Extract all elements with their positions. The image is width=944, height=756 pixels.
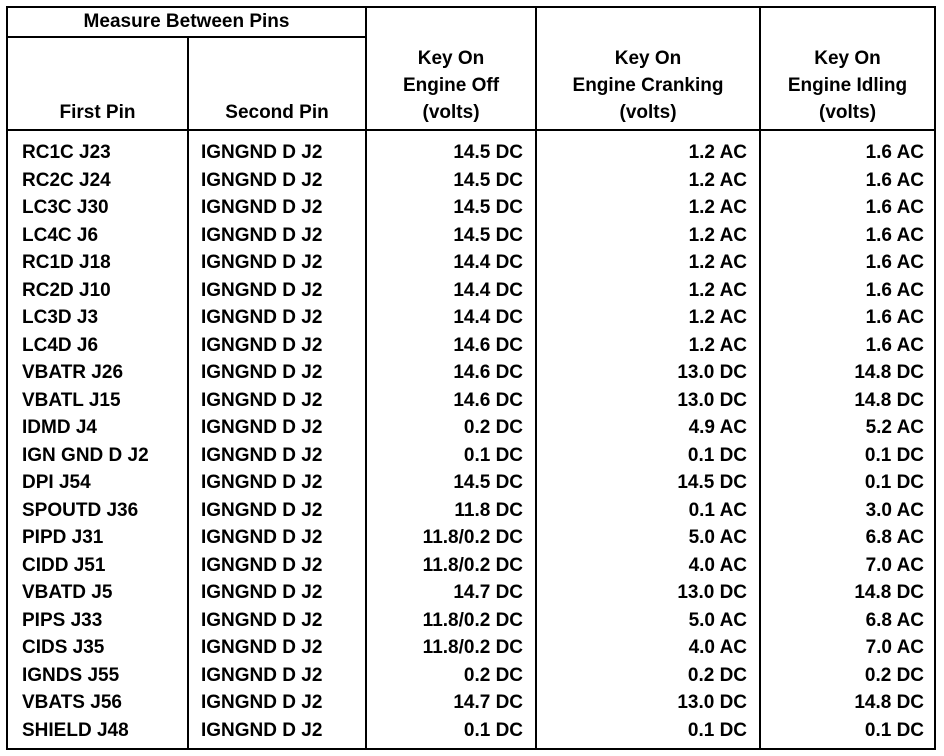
table-row (7, 167, 935, 195)
engine-cranking-header-line-2: Engine Cranking (572, 75, 724, 96)
engine-off-value: 14.5 DC (366, 167, 536, 195)
engine-cranking-value: 1.2 AC (536, 249, 760, 277)
second-pin-cell: IGNGND D J2 (188, 689, 366, 717)
engine-cranking-value: 0.1 DC (536, 717, 760, 750)
measure-between-pins-header: Measure Between Pins (7, 7, 366, 37)
engine-idling-value: 14.8 DC (760, 579, 935, 607)
engine-cranking-value: 4.0 AC (536, 634, 760, 662)
engine-idling-value: 7.0 AC (760, 552, 935, 580)
engine-idling-value: 1.6 AC (760, 130, 935, 167)
engine-idling-header-line-3: (volts) (819, 102, 877, 123)
second-pin-cell: IGNGND D J2 (188, 497, 366, 525)
first-pin-cell: SPOUTD J36 (7, 497, 188, 525)
engine-idling-value: 6.8 AC (760, 524, 935, 552)
first-pin-cell: RC1D J18 (7, 249, 188, 277)
engine-off-value: 11.8 DC (366, 497, 536, 525)
engine-off-value: 11.8/0.2 DC (366, 552, 536, 580)
first-pin-cell: LC3C J30 (7, 194, 188, 222)
engine-cranking-value: 0.2 DC (536, 662, 760, 690)
table-row (7, 387, 935, 415)
table-row (7, 717, 935, 750)
engine-idling-value: 1.6 AC (760, 167, 935, 195)
second-pin-header: Second Pin (188, 37, 366, 130)
table-row (7, 524, 935, 552)
second-pin-cell: IGNGND D J2 (188, 579, 366, 607)
engine-cranking-value: 13.0 DC (536, 359, 760, 387)
second-pin-cell: IGNGND D J2 (188, 607, 366, 635)
first-pin-cell: VBATR J26 (7, 359, 188, 387)
engine-idling-value: 0.1 DC (760, 469, 935, 497)
engine-cranking-value: 4.0 AC (536, 552, 760, 580)
engine-idling-value: 0.1 DC (760, 442, 935, 470)
engine-cranking-value: 14.5 DC (536, 469, 760, 497)
engine-idling-header (760, 7, 935, 130)
engine-off-value: 14.4 DC (366, 277, 536, 305)
engine-off-value: 14.5 DC (366, 469, 536, 497)
first-pin-cell: RC2C J24 (7, 167, 188, 195)
engine-cranking-value: 4.9 AC (536, 414, 760, 442)
header-row-group (7, 7, 935, 37)
engine-off-header-line-3: (volts) (422, 102, 480, 123)
engine-idling-value: 7.0 AC (760, 634, 935, 662)
second-pin-cell: IGNGND D J2 (188, 414, 366, 442)
engine-cranking-value: 0.1 DC (536, 442, 760, 470)
table-row (7, 634, 935, 662)
engine-idling-value: 1.6 AC (760, 194, 935, 222)
table-row (7, 222, 935, 250)
first-pin-cell: RC2D J10 (7, 277, 188, 305)
table-row (7, 552, 935, 580)
engine-off-value: 11.8/0.2 DC (366, 607, 536, 635)
engine-off-value: 0.2 DC (366, 662, 536, 690)
table-row (7, 414, 935, 442)
first-pin-cell: SHIELD J48 (7, 717, 188, 750)
engine-cranking-value: 0.1 AC (536, 497, 760, 525)
first-pin-cell: PIPS J33 (7, 607, 188, 635)
engine-cranking-value: 1.2 AC (536, 130, 760, 167)
engine-cranking-value: 13.0 DC (536, 579, 760, 607)
engine-off-value: 14.4 DC (366, 249, 536, 277)
second-pin-cell: IGNGND D J2 (188, 524, 366, 552)
first-pin-header: First Pin (7, 37, 188, 130)
table-row (7, 332, 935, 360)
engine-off-value: 14.7 DC (366, 689, 536, 717)
second-pin-cell: IGNGND D J2 (188, 332, 366, 360)
second-pin-cell: IGNGND D J2 (188, 194, 366, 222)
second-pin-cell: IGNGND D J2 (188, 277, 366, 305)
engine-cranking-value: 1.2 AC (536, 222, 760, 250)
table-row (7, 469, 935, 497)
first-pin-cell: VBATL J15 (7, 387, 188, 415)
engine-cranking-value: 1.2 AC (536, 194, 760, 222)
engine-off-header-line-2: Engine Off (402, 75, 500, 96)
engine-idling-header-line-2: Engine Idling (787, 75, 908, 96)
table-row (7, 304, 935, 332)
first-pin-cell: DPI J54 (7, 469, 188, 497)
second-pin-cell: IGNGND D J2 (188, 717, 366, 750)
table-row (7, 194, 935, 222)
engine-off-header (366, 7, 536, 130)
second-pin-cell: IGNGND D J2 (188, 662, 366, 690)
first-pin-cell: LC4C J6 (7, 222, 188, 250)
engine-idling-value: 1.6 AC (760, 332, 935, 360)
table-row (7, 662, 935, 690)
second-pin-cell: IGNGND D J2 (188, 249, 366, 277)
second-pin-cell: IGNGND D J2 (188, 469, 366, 497)
second-pin-cell: IGNGND D J2 (188, 359, 366, 387)
engine-cranking-value: 5.0 AC (536, 607, 760, 635)
engine-idling-value: 1.6 AC (760, 249, 935, 277)
engine-off-value: 14.7 DC (366, 579, 536, 607)
engine-idling-value: 0.1 DC (760, 717, 935, 750)
first-pin-cell: LC4D J6 (7, 332, 188, 360)
engine-idling-value: 0.2 DC (760, 662, 935, 690)
engine-idling-value: 5.2 AC (760, 414, 935, 442)
table-row (7, 359, 935, 387)
engine-idling-value: 14.8 DC (760, 689, 935, 717)
table-row (7, 689, 935, 717)
second-pin-cell: IGNGND D J2 (188, 552, 366, 580)
engine-cranking-header-line-1: Key On (614, 48, 682, 69)
table-row (7, 607, 935, 635)
engine-idling-value: 1.6 AC (760, 222, 935, 250)
second-pin-cell: IGNGND D J2 (188, 222, 366, 250)
first-pin-cell: VBATD J5 (7, 579, 188, 607)
engine-idling-value: 6.8 AC (760, 607, 935, 635)
engine-off-value: 14.5 DC (366, 194, 536, 222)
pin-voltage-table (6, 6, 936, 750)
engine-off-value: 14.4 DC (366, 304, 536, 332)
engine-off-value: 14.6 DC (366, 359, 536, 387)
table-row (7, 130, 935, 167)
second-pin-cell: IGNGND D J2 (188, 634, 366, 662)
engine-cranking-value: 5.0 AC (536, 524, 760, 552)
second-pin-cell: IGNGND D J2 (188, 130, 366, 167)
first-pin-cell: CIDS J35 (7, 634, 188, 662)
engine-cranking-header-line-3: (volts) (619, 102, 677, 123)
first-pin-cell: IDMD J4 (7, 414, 188, 442)
engine-cranking-header (536, 7, 760, 130)
second-pin-cell: IGNGND D J2 (188, 167, 366, 195)
engine-off-value: 11.8/0.2 DC (366, 634, 536, 662)
engine-idling-value: 14.8 DC (760, 387, 935, 415)
engine-cranking-value: 1.2 AC (536, 304, 760, 332)
engine-off-value: 14.5 DC (366, 222, 536, 250)
engine-cranking-value: 13.0 DC (536, 387, 760, 415)
engine-cranking-value: 13.0 DC (536, 689, 760, 717)
first-pin-cell: VBATS J56 (7, 689, 188, 717)
engine-cranking-value: 1.2 AC (536, 277, 760, 305)
second-pin-cell: IGNGND D J2 (188, 387, 366, 415)
first-pin-cell: IGNDS J55 (7, 662, 188, 690)
first-pin-cell: CIDD J51 (7, 552, 188, 580)
engine-idling-value: 1.6 AC (760, 304, 935, 332)
first-pin-cell: LC3D J3 (7, 304, 188, 332)
engine-off-value: 0.1 DC (366, 717, 536, 750)
engine-off-value: 0.1 DC (366, 442, 536, 470)
engine-idling-header-line-1: Key On (814, 48, 881, 69)
engine-off-value: 14.6 DC (366, 332, 536, 360)
engine-off-value: 14.5 DC (366, 130, 536, 167)
engine-idling-value: 3.0 AC (760, 497, 935, 525)
first-pin-cell: IGN GND D J2 (7, 442, 188, 470)
engine-off-value: 11.8/0.2 DC (366, 524, 536, 552)
table-row (7, 497, 935, 525)
first-pin-cell: PIPD J31 (7, 524, 188, 552)
table-row (7, 579, 935, 607)
second-pin-cell: IGNGND D J2 (188, 304, 366, 332)
engine-cranking-value: 1.2 AC (536, 167, 760, 195)
engine-off-header-line-1: Key On (417, 48, 485, 69)
table-row (7, 249, 935, 277)
second-pin-cell: IGNGND D J2 (188, 442, 366, 470)
table-row (7, 277, 935, 305)
engine-cranking-value: 1.2 AC (536, 332, 760, 360)
engine-idling-value: 1.6 AC (760, 277, 935, 305)
engine-off-value: 14.6 DC (366, 387, 536, 415)
engine-off-value: 0.2 DC (366, 414, 536, 442)
first-pin-cell: RC1C J23 (7, 130, 188, 167)
engine-idling-value: 14.8 DC (760, 359, 935, 387)
table-body (7, 130, 935, 749)
table-row (7, 442, 935, 470)
